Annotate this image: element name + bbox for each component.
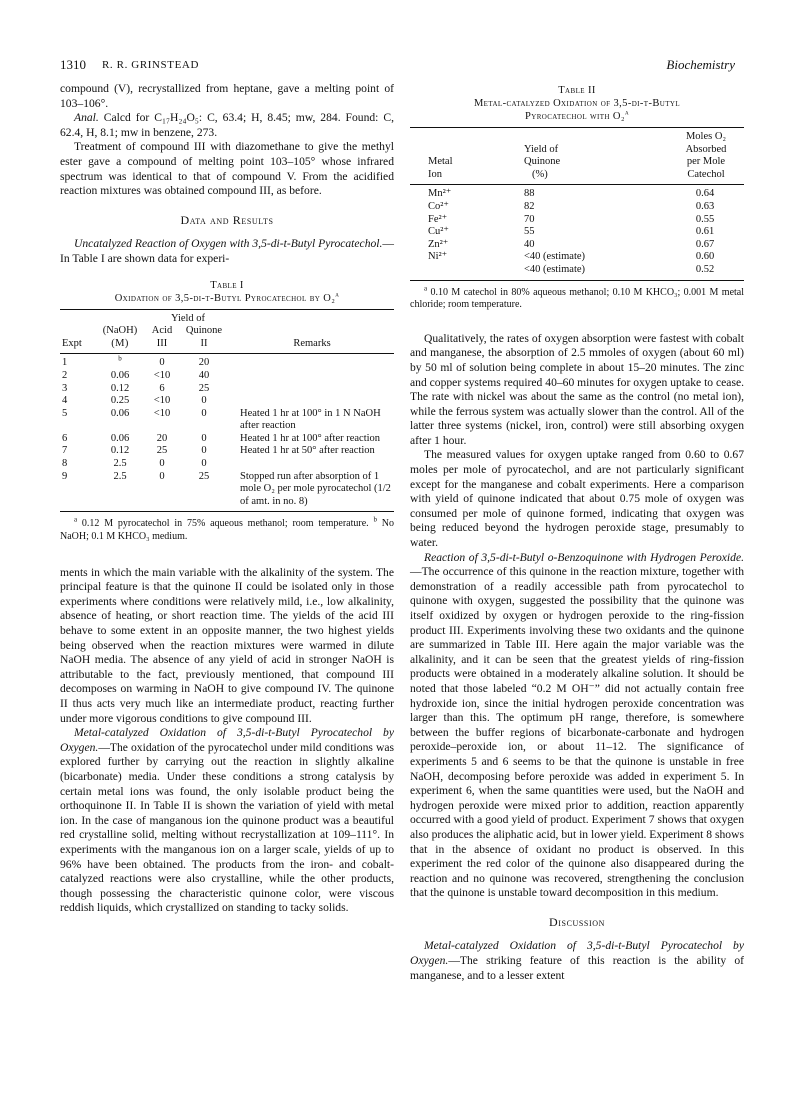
- table-1-cell-naoh: 0.06: [110, 432, 130, 444]
- table-1-row: [60, 408, 394, 433]
- running-head: [60, 58, 735, 74]
- subsection-title: Reaction of 3,5-di-t-Butyl o-Benzoquinone with Hydrogen Peroxide.: [424, 550, 744, 564]
- table-2-cell-metal: Co²⁺: [428, 200, 449, 212]
- section-heading: Discussion: [548, 914, 605, 929]
- table-1-cell-expt: 5: [62, 407, 68, 419]
- table-2-metal-header-2: Ion: [428, 168, 442, 180]
- table-1-cell-naoh: 0.06: [110, 369, 130, 381]
- table-1-cell-expt: 9: [62, 470, 68, 482]
- table-2-cell-moles: 0.67: [695, 238, 715, 250]
- table-2-cell-yield: 88: [524, 188, 535, 200]
- paragraph: ments in which the main variable with the alkalinity of the system. The principal feature is that the quinone II could be isolated only in those experiments where conditions were relatively mild, i.e., low alkalinity, absence of heating, or short reaction time. The yields of the acid III behave to some extent in an opposite manner, the two highest yields being observed when the reaction mixtures were warmed in dilute NaOH media. The absence of any yield of acid in stronger NaOH is attributable to the fact, previously mentioned, that compound III decomposes on warming in NaOH to give compound IV. The quinone II thus acts very much like an intermediate product, reacting further under more vigorous conditions to give compound III.: [60, 565, 394, 725]
- table-1-cell-remarks: [230, 395, 394, 408]
- table-2-cell-yield: 70: [524, 213, 535, 225]
- subsection-paragraph: [60, 726, 394, 916]
- table-1-cell-expt: 2: [62, 369, 68, 381]
- table-1-cell-expt: 6: [62, 432, 68, 444]
- table-1-cell-expt: 3: [62, 382, 68, 394]
- footnote-mark: a: [74, 516, 78, 525]
- table-1-cell-quinone: 0: [201, 407, 207, 419]
- table-1-row: [60, 395, 394, 408]
- subsection-text: —The occurrence of this quinone in the reaction mixture, together with demonstration of a readily accessible path from pyrocatechol to quinone with oxygen, suggested the possibility that the quinone was itself oxidized by oxygen or hydrogen peroxide to the ring-fission product III. Experiments involving these two oxidants and the quinone are summarized in Table III. Here again the major variable was the alkalinity, and it can be seen that the greatest yields of ring-fission products were obtained in a moderately alkaline solution. It should be noted that those labeled “0.2 M OH⁻” did not actually contain free hydroxide ion, since the initial hydrogen peroxide concentration was larger than this. The optimum pH range, therefore, is somewhere between the buffer regions of bicarbonate-carbonate and hydrogen peroxide–peroxide ion, or about 11–12. The significance of experiments 5 and 6 seems to be that the quinone is unstable in free NaOH, decomposing before peroxide was added in experiment 5. In experiment 6, when the same quantities were used, but the NaOH and hydrogen peroxide were mixed prior to addition, reaction apparently occurred with a good yield of product. Experiment 7 shows that oxygen also produces the aliphatic acid, but in lower yield. Experiment 8 shows that in the absence of oxidant no product is observed. In this experiment the red color of the quinone also disappeared during the reaction and no quinone was recovered, strengthening the conclusion that the quinone is unstable toward decomposition in this medium.: [410, 565, 744, 900]
- table-1-cell-naoh: 2.5: [113, 470, 127, 482]
- table-2-metal-header-1: Metal: [428, 156, 453, 168]
- table-1-label: Table I: [210, 279, 244, 291]
- table-1-cell-remarks: [230, 383, 394, 396]
- table-1-acid-header: Acid: [151, 325, 173, 337]
- table-1-cell-expt: 1: [62, 357, 68, 369]
- table-1-body: [60, 354, 394, 509]
- table-1-cell-acid: <10: [153, 407, 171, 419]
- table-2-row: [410, 201, 744, 214]
- table-1-cell-acid: 0: [159, 458, 165, 470]
- table-2-row: [410, 226, 744, 239]
- table-1-cell-acid: <10: [153, 395, 171, 407]
- table-1-cell-remarks: Heated 1 hr at 50° after reaction: [240, 445, 375, 457]
- table-1-acid-id: III: [156, 337, 168, 349]
- paragraph: The measured values for oxygen uptake ranged from 0.60 to 0.67 moles per mole of pyrocatechol, and are not particularly significant except for the manganese and cobalt experiments. Here a comparison with yield of quinone indicated that about 0.75 mole of oxygen was consumed per mole of quinone formed, indicating that oxygen was being reduced beyond the hydrogen peroxide stage, presumably to water.: [410, 448, 744, 550]
- subsection-title: Metal-catalyzed Oxidation of 3,5-di-t-Butyl Pyrocatechol by Oxygen.: [410, 939, 744, 968]
- table-1-cell-remarks: [230, 370, 394, 383]
- table-2-label: Table II: [558, 85, 596, 96]
- table-1-naoh-unit: (M): [111, 337, 129, 349]
- table-1-footnote-b: No NaOH; 0.1 M KHCO₃ medium.: [60, 518, 395, 543]
- right-column: [410, 82, 744, 983]
- table-1-cell-acid: 6: [159, 382, 165, 394]
- subsection-title: Uncatalyzed Reaction of Oxygen with 3,5-di-t-Butyl Pyrocatechol.: [74, 237, 383, 251]
- table-2: [410, 127, 744, 277]
- subsection-text: —The striking feature of this reaction is the ability of manganese, and to a lesser extent: [410, 954, 744, 982]
- table-2-row: [410, 214, 744, 227]
- paragraph: Treatment of compound III with diazomethane to give the methyl ester gave a compound of melting point 103–105° whose infrared spectrum was identical to that of compound V. From the acidified reaction mixtures was obtained compound III, as before.: [60, 140, 394, 198]
- table-2-cell-yield: <40 (estimate): [524, 251, 586, 263]
- table-1-cell-remarks: Heated 1 hr at 100° after reaction: [240, 432, 381, 444]
- table-1-yield-of-header: Yield of: [170, 312, 206, 324]
- table-2-cell-moles: 0.52: [695, 263, 715, 275]
- table-2-row: [410, 264, 744, 277]
- table-2-moles-header-3: per Mole: [686, 156, 726, 168]
- table-1-cell-remarks: [230, 458, 394, 471]
- table-2-row: [410, 239, 744, 252]
- table-1-cell-naoh: 2.5: [113, 458, 127, 470]
- table-2-cell-metal: Zn²⁺: [428, 238, 449, 250]
- author-name: R. R. GRINSTEAD: [102, 59, 200, 71]
- table-1-naoh-header: (NaOH): [102, 325, 138, 337]
- table-2-cell-metal: Mn²⁺: [428, 188, 452, 200]
- table-1-footnote-a: 0.12 M pyrocatechol in 75% aqueous methanol; room temperature.: [81, 518, 369, 530]
- table-2-cell-yield: <40 (estimate): [524, 263, 586, 275]
- subsection-paragraph: [60, 237, 394, 266]
- analysis-text: Calcd for C₁₇H₂₄O₅: C, 63.4; H, 8.45; mw, 284. Found: C, 62.4, H, 8.1; mw in benzene, 273.: [60, 111, 394, 139]
- footnote-mark: b: [118, 354, 122, 363]
- table-2-cell-moles: 0.55: [695, 213, 715, 225]
- table-2-cell-moles: 0.61: [695, 226, 715, 238]
- table-2-cell-yield: 82: [524, 200, 535, 212]
- table-2-cell-metal: [410, 264, 502, 277]
- table-2-moles-header-2: Absorbed: [685, 143, 727, 155]
- table-2-title-line-1: Metal-catalyzed Oxidation of 3,5-di-t-Butyl: [473, 98, 681, 109]
- table-1-row: [60, 354, 394, 370]
- table-1-title-text: Oxidation of 3,5-di-t-Butyl Pyrocatechol by O₂: [114, 292, 336, 304]
- table-2-body: [410, 185, 744, 277]
- table-1-cell-naoh: 0.12: [110, 445, 130, 457]
- table-1-cell-acid: <10: [153, 369, 171, 381]
- table-1-row: [60, 471, 394, 509]
- table-2-row: [410, 185, 744, 201]
- table-1-cell-quinone: 0: [201, 432, 207, 444]
- table-2-cell-moles: 0.60: [695, 251, 715, 263]
- table-2-cell-metal: Fe²⁺: [428, 213, 448, 225]
- table-1-cell-naoh: [94, 354, 146, 370]
- table-2-title-line-2: [410, 110, 744, 123]
- table-2-cell-moles: 0.64: [695, 188, 715, 200]
- table-2-footnote-text: 0.10 M catechol in 80% aqueous methanol; 0.10 M KHCO₃; 0.001 M metal chloride; room temperature.: [410, 286, 745, 311]
- table-1-cell-acid: 20: [156, 432, 168, 444]
- table-1-cell-quinone: 0: [201, 395, 207, 407]
- table-1-cell-quinone: 40: [198, 369, 210, 381]
- table-1: [60, 309, 394, 509]
- table-1-title: [60, 292, 394, 305]
- table-1-cell-remarks: [230, 354, 394, 370]
- table-2-title-sup: a: [624, 108, 629, 117]
- table-1-cell-quinone: 25: [198, 470, 210, 482]
- table-2-footnote: [410, 284, 745, 312]
- table-1-remarks-header: Remarks: [293, 337, 331, 349]
- footnote-mark: a: [424, 284, 428, 293]
- table-1-cell-naoh: 0.12: [110, 382, 130, 394]
- table-2-moles-header-4: Catechol: [687, 168, 725, 180]
- table-1-quinone-id: II: [200, 337, 208, 349]
- table-1-footnote: [60, 518, 394, 543]
- table-1-quinone-header: Quinone: [185, 325, 223, 337]
- table-1-cell-naoh: 0.25: [110, 395, 130, 407]
- table-2-row: [410, 251, 744, 264]
- paragraph: Qualitatively, the rates of oxygen absorption were fastest with cobalt and manganese, the absorption of 2.5 mmoles of oxygen (about 60 ml) by 50 ml of solution being complete in about 15–20 minutes. The zinc and copper systems required 40–60 minutes for oxygen uptake to cease. The rate with nickel was about the same as the control (no metal ion), while the ferrous system was actually slower than the control. All of the latter three systems (nickel, iron, control) were still absorbing oxygen after 1 hour.: [410, 331, 744, 447]
- table-1-row: [60, 445, 394, 458]
- table-1-cell-quinone: 0: [201, 458, 207, 470]
- table-1-row: [60, 433, 394, 446]
- table-1-cell-naoh: 0.06: [110, 407, 130, 419]
- table-2-cell-yield: 55: [524, 226, 535, 238]
- subsection-text: —The oxidation of the pyrocatechol under mild conditions was explored further by carrying out the reaction in slightly alkaline (bicarbonate) media. Under these conditions a strong catalysis by certain metal ions was found, the only isolable product being the orthoquinone II. In Table II is shown the variation of yield with metal ion. In the case of manganous ion the quinone product was a beautiful red crystalline solid, melting without recrystallization at 109–111°. In experiments with the manganous ion on a larger scale, yields of up to 96% have been obtained. The products from the iron- and cobalt-catalyzed reactions were also crystalline, while the other products, though possessing the characteristic quinone color, were viscous reddish liquids, which crystallized on standing to tacky solids.: [60, 740, 394, 915]
- table-2-yield-header-2: Quinone: [524, 156, 561, 168]
- table-1-title-sup: a: [335, 290, 340, 299]
- table-1-cell-expt: 7: [62, 445, 68, 457]
- table-2-cell-metal: Ni²⁺: [428, 251, 448, 263]
- analysis-label: Anal.: [74, 111, 99, 125]
- subsection-title: Metal-catalyzed Oxidation of 3,5-di-t-Butyl Pyrocatechol by Oxygen.: [60, 726, 394, 754]
- table-1-cell-acid: 0: [159, 470, 165, 482]
- table-1-cell-quinone: 20: [198, 357, 210, 369]
- table-1-cell-acid: 25: [156, 445, 168, 457]
- page-number: 1310: [60, 57, 86, 72]
- table-2-cell-yield: 40: [524, 238, 535, 250]
- table-1-cell-acid: 0: [159, 357, 165, 369]
- subsection-text: —In Table I are shown data for experi-: [60, 237, 394, 265]
- table-1-cell-quinone: 0: [201, 445, 207, 457]
- paragraph: compound (V), recrystallized from heptane, gave a melting point of 103–106°.: [60, 82, 394, 110]
- table-2-yield-header-3: (%): [532, 168, 548, 180]
- table-1-cell-remarks: Stopped run after absorption of 1 mole O₂ per mole pyrocatechol (1/2 of amt. in no. 8): [240, 470, 391, 507]
- subsection-paragraph: [410, 551, 744, 901]
- section-heading: Data and Results: [180, 212, 274, 227]
- table-2-yield-header-1: Yield of: [524, 143, 559, 155]
- analysis-paragraph: [60, 111, 394, 140]
- table-2-title-text: Pyrocatechol with O₂: [525, 111, 625, 122]
- table-1-cell-expt: 4: [62, 395, 68, 407]
- table-1-cell-remarks: Heated 1 hr at 100° in 1 N NaOH after reaction: [240, 407, 381, 432]
- table-1-expt-header: Expt: [62, 337, 82, 349]
- table-1-row: [60, 383, 394, 396]
- table-2-cell-moles: 0.63: [695, 200, 715, 212]
- table-2-moles-header-1: Moles O₂: [685, 131, 727, 142]
- table-1-row: [60, 370, 394, 383]
- footnote-mark: b: [373, 516, 377, 525]
- table-2-cell-metal: Cu²⁺: [428, 226, 449, 238]
- table-1-cell-quinone: 25: [198, 382, 210, 394]
- subsection-paragraph: [410, 939, 744, 983]
- table-1-cell-expt: 8: [62, 458, 68, 470]
- journal-name: Biochemistry: [666, 57, 735, 72]
- left-column: [60, 82, 394, 916]
- table-1-row: [60, 458, 394, 471]
